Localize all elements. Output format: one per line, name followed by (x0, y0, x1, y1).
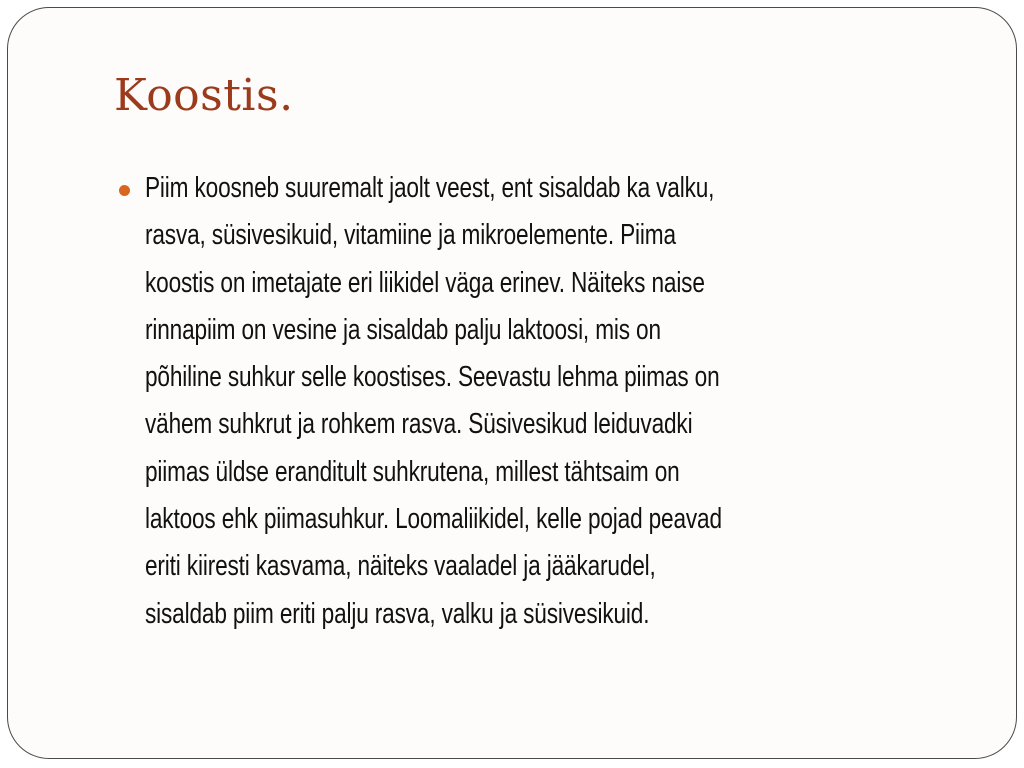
bullet-text (145, 165, 952, 638)
bullet-line: koostis on imetajate eri liikidel väga erinev. Näiteks naise (145, 266, 705, 299)
bullet-list (114, 165, 954, 638)
bullet-line: eriti kiiresti kasvama, näiteks vaaladel ja jääkarudel, (145, 550, 656, 583)
bullet-line: vähem suhkrut ja rohkem rasva. Süsivesikud leiduvadki (145, 408, 693, 441)
bullet-line: rasva, süsivesikuid, vitamiine ja mikroelemente. Piima (145, 219, 676, 252)
bullet-item (114, 165, 954, 638)
bullet-line: Piim koosneb suuremalt jaolt veest, ent sisaldab ka valku, (145, 172, 715, 204)
bullet-circle-icon (119, 185, 130, 196)
bullet-line: laktoos ehk piimasuhkur. Loomaliikidel, kelle pojad peavad (145, 503, 722, 536)
bullet-line: rinnapiim on vesine ja sisaldab palju laktoosi, mis on (145, 313, 661, 346)
slide-title: Koostis. (114, 70, 294, 121)
bullet-line: põhiline suhkur selle koostises. Seevastu lehma piimas on (145, 361, 720, 394)
bullet-line: piimas üldse eranditult suhkrutena, millest tähtsaim on (145, 455, 680, 488)
bullet-line: sisaldab piim eriti palju rasva, valku ja süsivesikuid. (145, 597, 650, 630)
